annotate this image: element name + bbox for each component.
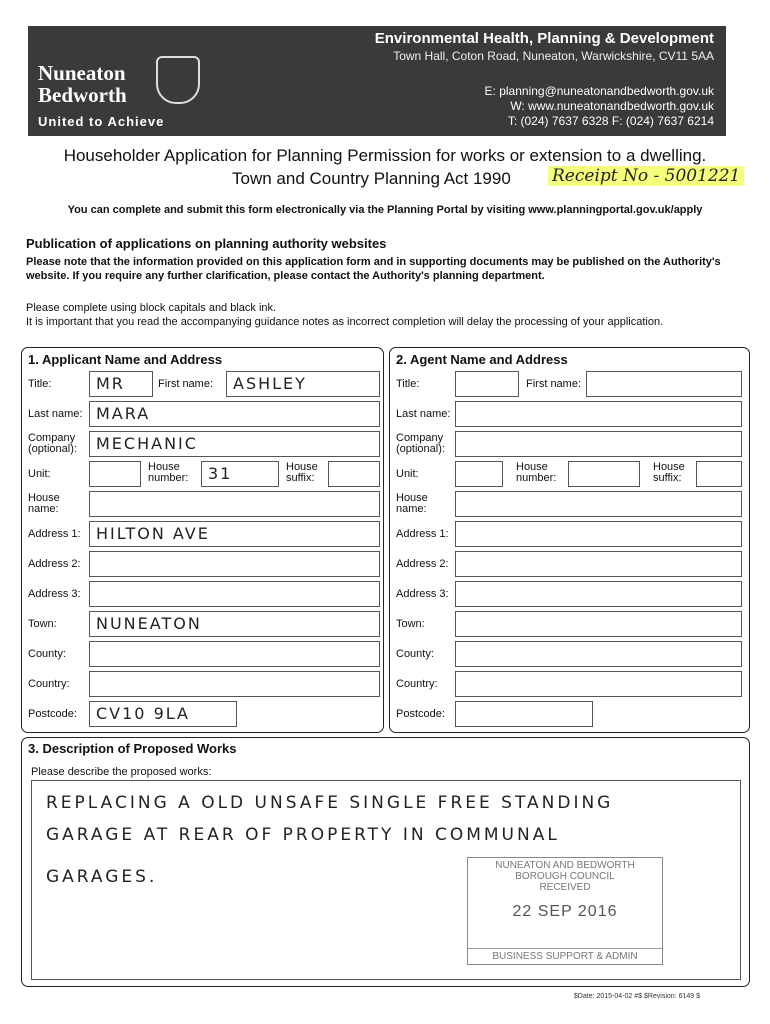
title-label: Title: [28,378,52,390]
applicant-heading: 1. Applicant Name and Address [28,352,223,367]
applicant-unit-field[interactable] [89,461,141,487]
town-label: Town: [28,618,57,630]
agent-unit-label: Unit: [396,468,419,480]
department-phone: T: (024) 7637 6328 F: (024) 7637 6214 [507,114,714,128]
agent-house-number-label [516,462,556,484]
agent-town-field[interactable] [455,611,742,637]
agent-section [389,347,750,733]
agent-title-label: Title: [396,378,420,390]
agent-company-label [396,433,445,455]
applicant-company-field[interactable]: MECHANIC [89,431,380,457]
house-suffix-label [286,462,318,484]
portal-note: You can complete and submit this form electronically via the Planning Portal by visiting www.planningportal.gov.uk/apply [67,204,703,216]
house-number-label [148,462,188,484]
agent-first-name-label: First name: [526,378,582,390]
department-email: E: planning@nuneatonandbedworth.gov.uk [484,84,714,98]
house-suffix-label-line2: suffix: [286,472,315,484]
agent-house-suffix-field[interactable] [696,461,742,487]
agent-address-2-field[interactable] [455,551,742,577]
company-label-line1: Company [28,432,76,444]
agent-postcode-field[interactable] [455,701,593,727]
agent-country-field[interactable] [455,671,742,697]
stamp-footer: BUSINESS SUPPORT & ADMIN [468,948,662,962]
agent-address-1-field[interactable] [455,521,742,547]
agent-house-name-label-line1: House [396,492,428,504]
stamp-date: 22 SEP 2016 [512,903,618,920]
applicant-country-field[interactable] [89,671,380,697]
form-title: Householder Application for Planning Permission for works or extension to a dwelling. [63,146,707,165]
agent-company-label-line2: (optional): [396,443,445,455]
applicant-section [21,347,384,733]
council-name-line1: Nuneaton [38,61,126,85]
address-1-label: Address 1: [28,528,81,540]
agent-house-suffix-label-line2: suffix: [653,472,682,484]
publication-heading: Publication of applications on planning authority websites [26,236,387,251]
instruction-guidance: It is important that you read the accompanying guidance notes as incorrect completion will delay the processing of your application. [26,316,664,328]
house-name-label-line2: name: [28,503,59,515]
house-number-label-line1: House [148,461,180,473]
address-3-label: Address 3: [28,588,81,600]
house-number-label-line2: number: [148,472,189,484]
works-heading: 3. Description of Proposed Works [28,741,237,756]
department-website: W: www.nuneatonandbedworth.gov.uk [510,99,714,113]
stamp-council-line2: BOROUGH COUNCIL [515,871,615,882]
agent-last-name-field[interactable] [455,401,742,427]
applicant-county-field[interactable] [89,641,380,667]
works-line-1: REPLACING A OLD UNSAFE SINGLE FREE STANDING [46,793,614,813]
agent-house-name-label-line2: name: [396,503,427,515]
agent-unit-field[interactable] [455,461,503,487]
house-name-label-line1: House [28,492,60,504]
applicant-town-field[interactable]: NUNEATON [89,611,380,637]
agent-country-label: Country: [396,678,438,690]
agent-address-2-label: Address 2: [396,558,449,570]
revision-note: $Date: 2015-04-02 #$ $Revision: 6149 $ [573,993,700,1000]
council-name-line2: Bedworth [38,83,127,107]
stamp-received: RECEIVED [539,882,591,893]
postcode-label: Postcode: [28,708,77,720]
agent-heading: 2. Agent Name and Address [396,352,568,367]
applicant-postcode-field[interactable]: CV10 9LA [89,701,237,727]
applicant-address-1-field[interactable]: HILTON AVE [89,521,380,547]
department-title: Environmental Health, Planning & Development [374,30,714,47]
agent-county-field[interactable] [455,641,742,667]
agent-postcode-label: Postcode: [396,708,445,720]
company-label-line2: (optional): [28,443,77,455]
works-line-2: GARAGE AT REAR OF PROPERTY IN COMMUNAL [46,825,560,845]
works-line-3: GARAGES. [46,867,158,887]
agent-title-field[interactable] [455,371,519,397]
agent-town-label: Town: [396,618,425,630]
council-logo [38,62,127,106]
stamp-council-line1: NUNEATON AND BEDWORTH [495,860,635,871]
instruction-block-capitals: Please complete using block capitals and black ink. [26,302,277,314]
agent-company-label-line1: Company [396,432,444,444]
agent-first-name-field[interactable] [586,371,742,397]
received-stamp [467,857,663,965]
agent-house-name-field[interactable] [455,491,742,517]
receipt-note: Receipt No - 5001221 [548,166,744,186]
agent-county-label: County: [396,648,434,660]
agent-address-3-label: Address 3: [396,588,449,600]
works-prompt: Please describe the proposed works: [31,766,212,778]
unit-label: Unit: [28,468,51,480]
form-subtitle: Town and Country Planning Act 1990 [232,169,511,188]
company-label [28,433,77,455]
last-name-label: Last name: [28,408,83,420]
applicant-address-3-field[interactable] [89,581,380,607]
first-name-label: First name: [158,378,214,390]
applicant-address-2-field[interactable] [89,551,380,577]
agent-company-field[interactable] [455,431,742,457]
department-address: Town Hall, Coton Road, Nuneaton, Warwickshire, CV11 5AA [393,49,714,63]
country-label: Country: [28,678,70,690]
county-label: County: [28,648,66,660]
agent-house-suffix-label-line1: House [653,461,685,473]
publication-note: Please note that the information provided on this application form and in supporting documents may be published on the Authority's website. If you require any further clarification, please contact the Authority's planning department. [26,256,721,282]
agent-address-3-field[interactable] [455,581,742,607]
agent-last-name-label: Last name: [396,408,451,420]
agent-house-number-label-line2: number: [516,472,557,484]
council-slogan: United to Achieve [38,114,165,129]
agent-house-name-label [396,493,428,515]
house-suffix-label-line1: House [286,461,318,473]
address-2-label: Address 2: [28,558,81,570]
applicant-first-name-field[interactable]: ASHLEY [226,371,380,397]
applicant-title-field[interactable]: MR [89,371,153,397]
agent-address-1-label: Address 1: [396,528,449,540]
agent-house-number-label-line1: House [516,461,548,473]
agent-house-suffix-label [653,462,685,484]
house-name-label [28,493,60,515]
applicant-house-suffix-field[interactable] [328,461,380,487]
applicant-house-name-field[interactable] [89,491,380,517]
header-banner [28,26,726,136]
applicant-last-name-field[interactable]: MARA [89,401,380,427]
agent-house-number-field[interactable] [568,461,640,487]
applicant-house-number-field[interactable]: 31 [201,461,279,487]
crest-icon [156,56,200,104]
